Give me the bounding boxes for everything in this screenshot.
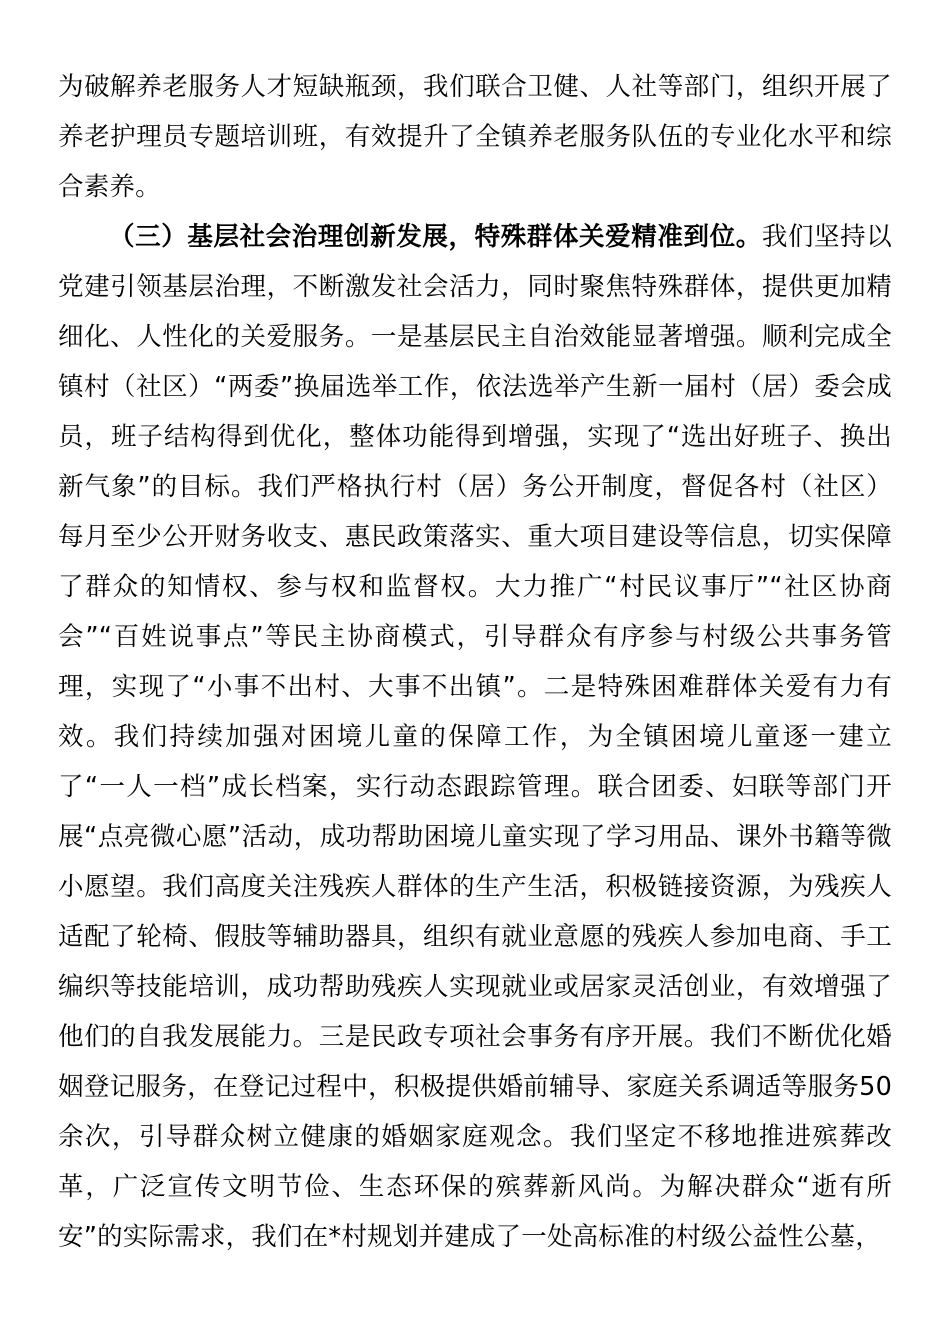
- paragraph-2-text: 我们坚持以党建引领基层治理，不断激发社会活力，同时聚焦特殊群体，提供更加精细化、人性化的关爱服务。一是基层民主自治效能显著增强。顺利完成全镇村（社区）“两委”换届选举工作，依法选举产生新一届村（居）委会成员，班子结构得到优化，整体功能得到增强，实现了“选出好班子、换出新气象”的目标。我们严格执行村（居）务公开制度，督促各村（社区）每月至少公开财务收支、惠民政策落实、重大项目建设等信息，切实保障了群众的知情权、参与权和监督权。大力推广“村民议事厅”“社区协商会”“百姓说事点”等民主协商模式，引导群众有序参与村级公共事务管理，实现了“小事不出村、大事不出镇”。二是特殊困难群体关爱有力有效。我们持续加强对困境儿童的保障工作，为全镇困境儿童逐一建立了“一人一档”成长档案，实行动态跟踪管理。联合团委、妇联等部门开展“点亮微心愿”活动，成功帮助困境儿童实现了学习用品、课外书籍等微小愿望。我们高度关注残疾人群体的生产生活，积极链接资源，为残疾人适配了轮椅、假肢等辅助器具，组织有就业意愿的残疾人参加电商、手工编织等技能培训，成功帮助残疾人实现就业或居家灵活创业，有效增强了他们的自我发展能力。三是民政专项社会事务有序开展。我们不断优化婚姻登记服务，在登记过程中，积极提供婚前辅导、家庭关系调适等服务50余次，引导群众树立健康的婚姻家庭观念。我们坚定不移地推进殡葬改革，广泛宣传文明节俭、生态环保的殡葬新风尚。为解决群众“逝有所安”的实际需求，我们在*村规划并建成了一处高标准的村级公益性公墓，: [58, 222, 892, 1252]
- paragraph-1-text: 为破解养老服务人才短缺瓶颈，我们联合卫健、人社等部门，组织开展了养老护理员专题培训班，有效提升了全镇养老服务队伍的专业化水平和综合素养。: [58, 72, 892, 202]
- paragraph-1: [58, 62, 892, 212]
- section-heading: （三）基层社会治理创新发展，特殊群体关爱精准到位。: [109, 222, 762, 252]
- document-body: [58, 62, 892, 1262]
- paragraph-2: [58, 212, 892, 1262]
